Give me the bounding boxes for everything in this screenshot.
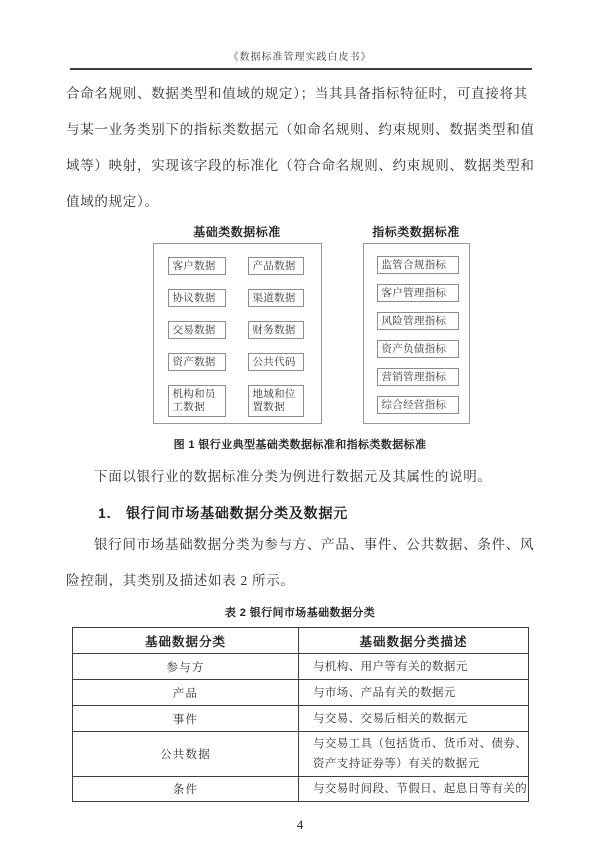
diagram-item: 公共代码 xyxy=(248,353,304,371)
category-cell: 参与方 xyxy=(73,654,299,680)
paragraph-line: 合命名规则、数据类型和值域的规定）；当其具备指标特征时，可直接将其 xyxy=(66,86,528,101)
right-panel-title: 指标类数据标准 xyxy=(372,225,460,239)
paragraph-line: 值域的规定）。 xyxy=(66,194,159,209)
diagram-item: 产品数据 xyxy=(248,257,304,275)
diagram-item: 客户管理指标 xyxy=(377,284,459,302)
diagram-item: 协议数据 xyxy=(168,289,226,307)
diagram-item: 财务数据 xyxy=(248,321,304,339)
description-line: 与交易、交易后相关的数据元 xyxy=(313,712,468,725)
table-header-row xyxy=(73,628,529,654)
description-line: 资产支持证券等）有关的数据元 xyxy=(313,758,480,770)
diagram-item: 监管合规指标 xyxy=(377,256,459,274)
right-panel-box xyxy=(363,243,470,424)
category-cell: 条件 xyxy=(73,777,299,802)
category-cell: 事件 xyxy=(73,706,299,732)
paragraph-line: 下面以银行业的数据标准分类为例进行数据元及其属性的说明。 xyxy=(94,469,492,484)
description-line: 与市场、产品有关的数据元 xyxy=(313,686,456,699)
table-row xyxy=(73,680,529,706)
paragraph-line: 险控制，其类别及描述如表 2 所示。 xyxy=(66,573,295,588)
category-cell: 产品 xyxy=(73,680,299,706)
paragraph-line: 银行间市场基础数据分类为参与方、产品、事件、公共数据、条件、风 xyxy=(94,537,535,552)
figure-caption: 图 1 银行业典型基础类数据标准和指标类数据标准 xyxy=(173,439,427,451)
figure-right-panel xyxy=(363,223,470,424)
description-line: 与机构、用户等有关的数据元 xyxy=(313,660,468,673)
left-panel-title: 基础类数据标准 xyxy=(193,225,281,239)
diagram-item: 交易数据 xyxy=(168,321,226,339)
page-header-title: 《数据标准管理实践白皮书》 xyxy=(228,52,372,63)
paragraph-line: 域等）映射，实现该字段的标准化（符合命名规则、约束规则、数据类型和 xyxy=(66,158,535,173)
page-content xyxy=(66,76,534,833)
left-panel-box xyxy=(153,243,322,424)
figure-1-diagram xyxy=(77,223,545,424)
table-row xyxy=(73,654,529,680)
description-line: 与交易工具（包括货币、货币对、债券、 xyxy=(313,738,528,750)
paragraph-2 xyxy=(66,459,534,495)
description-cell xyxy=(299,654,529,680)
description-line: 与交易时间段、节假日、起息日等有关的 xyxy=(313,783,528,795)
diagram-item: 地域和位置数据 xyxy=(248,385,304,417)
table-header-description: 基础数据分类描述 xyxy=(299,628,529,654)
category-cell: 公共数据 xyxy=(73,732,299,777)
diagram-item: 渠道数据 xyxy=(248,289,304,307)
diagram-item: 客户数据 xyxy=(168,257,226,275)
table-row xyxy=(73,732,529,777)
header-rule xyxy=(70,68,532,70)
base-data-classification-table xyxy=(72,627,529,802)
description-cell xyxy=(299,706,529,732)
diagram-item: 机构和员工数据 xyxy=(168,385,226,417)
diagram-item: 资产负债指标 xyxy=(377,340,459,358)
description-cell xyxy=(299,777,529,802)
paragraph-line: 与某一业务类别下的指标类数据元（如命名规则、约束规则、数据类型和值 xyxy=(66,122,535,137)
table-header-category: 基础数据分类 xyxy=(73,628,299,654)
section-heading-1: 1. 银行间市场基础数据分类及数据元 xyxy=(98,505,349,521)
paragraph-1 xyxy=(66,76,534,220)
page-number: 4 xyxy=(296,817,304,832)
paragraph-3 xyxy=(66,527,534,599)
diagram-item: 营销管理指标 xyxy=(377,368,459,386)
figure-left-panel xyxy=(153,223,322,424)
table-caption: 表 2 银行间市场基础数据分类 xyxy=(224,607,376,619)
table-row xyxy=(73,777,529,802)
description-cell xyxy=(299,732,529,777)
diagram-item: 风险管理指标 xyxy=(377,312,459,330)
diagram-item: 资产数据 xyxy=(168,353,226,371)
table-row xyxy=(73,706,529,732)
description-cell xyxy=(299,680,529,706)
diagram-item: 综合经营指标 xyxy=(377,396,459,414)
